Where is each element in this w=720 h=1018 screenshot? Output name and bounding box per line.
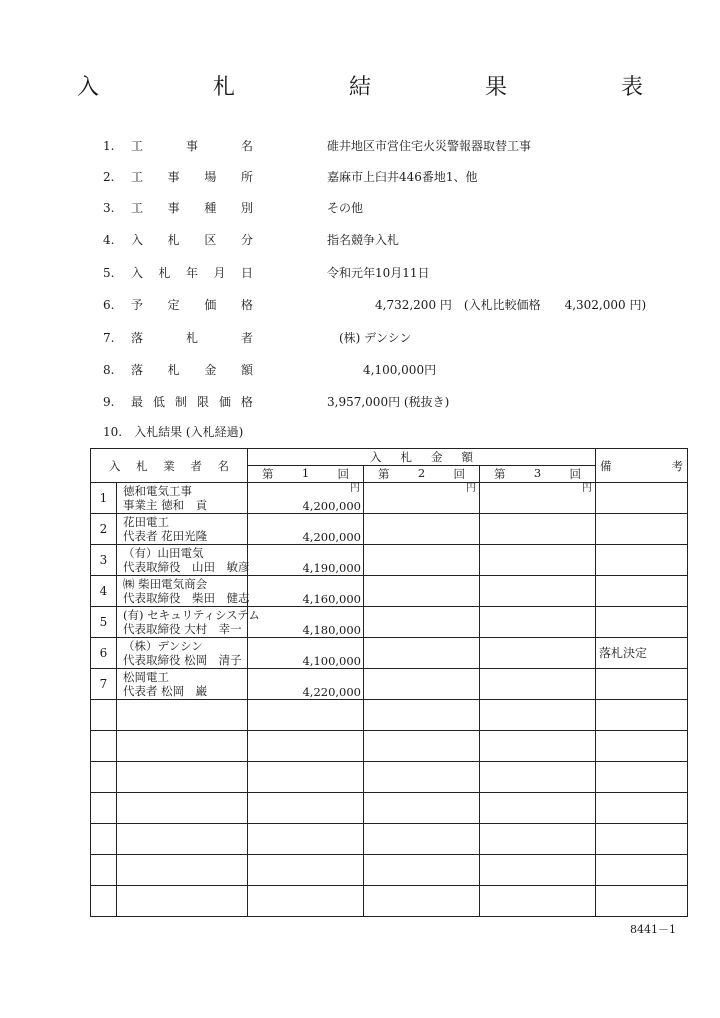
company-name: ㈱ 柴田電気商会 (123, 577, 208, 591)
bid-amount-round-3 (480, 669, 596, 700)
company-name: 松岡電工 (123, 670, 169, 684)
bidder-name (117, 793, 248, 824)
label-char: 工 (131, 170, 144, 184)
bid-amount-round-2 (364, 731, 480, 762)
label-char: 札 (136, 458, 148, 473)
label-char: 価 (204, 298, 217, 312)
bid-amount-round-2 (364, 855, 480, 886)
row-number: 4 (91, 576, 117, 607)
document-code: 8441－1 (630, 923, 676, 936)
bidder-name (117, 576, 248, 607)
row-number: 1 (91, 483, 117, 514)
label-char: 事 (167, 170, 180, 184)
row-number: 6 (91, 638, 117, 669)
table-row (91, 483, 688, 514)
bid-amount-round-1 (248, 483, 364, 514)
label-char: 回 (337, 467, 349, 481)
table-row (91, 514, 688, 545)
bid-amount-round-2 (364, 886, 480, 917)
label-char: 落 (131, 363, 144, 377)
label-char: 第 (262, 467, 274, 481)
row-number (91, 731, 117, 762)
info-label (131, 264, 253, 282)
info-value: 4,732,200 円 (入札比較価格 4,302,000 円) (327, 298, 647, 312)
info-value: 指名競争入札 (327, 233, 400, 247)
remarks (596, 731, 688, 762)
label-char: 名 (240, 139, 253, 153)
info-label (131, 137, 253, 155)
table-row (91, 762, 688, 793)
bid-amount-round-3 (480, 700, 596, 731)
info-number: 7. (103, 331, 115, 345)
table-row (91, 545, 688, 576)
info-value: 4,100,000円 (327, 363, 437, 377)
bid-amount-round-1 (248, 824, 364, 855)
label-char: 2 (417, 466, 426, 480)
label-char: 業 (163, 458, 175, 473)
bidder-name (117, 514, 248, 545)
label-char: 区 (204, 233, 217, 247)
representative-name: 代表取締役 柴田 健志 (123, 591, 250, 605)
label-char: 札 (167, 363, 180, 377)
bidder-name (117, 638, 248, 669)
label-char: 札 (185, 331, 198, 345)
label-char: 入 (370, 450, 382, 464)
header-round-1 (248, 466, 364, 483)
remarks (596, 886, 688, 917)
info-number: 6. (103, 298, 115, 312)
bid-amount-round-2 (364, 638, 480, 669)
bid-amount-round-1 (248, 669, 364, 700)
header-bid-amount (248, 449, 596, 466)
label-char: 予 (131, 298, 144, 312)
bid-amount-round-2 (364, 483, 480, 514)
label-char: 名 (217, 458, 229, 473)
bid-amount-round-2 (364, 576, 480, 607)
label-char: 工 (131, 139, 144, 153)
table-row (91, 576, 688, 607)
info-number: 8. (103, 363, 115, 377)
amount-value: 4,160,000 (302, 592, 361, 606)
table-row (91, 886, 688, 917)
label-char: 1 (301, 466, 310, 480)
row-number: 3 (91, 545, 117, 576)
bidder-name (117, 731, 248, 762)
label-char: 落 (131, 331, 144, 345)
bid-amount-round-2 (364, 762, 480, 793)
bid-amount-round-1 (248, 607, 364, 638)
label-char: 最 (131, 395, 144, 409)
label-char: 低 (152, 395, 165, 409)
bid-amount-round-1 (248, 545, 364, 576)
bid-amount-round-1 (248, 793, 364, 824)
bid-amount-round-1 (248, 731, 364, 762)
bid-amount-round-3 (480, 607, 596, 638)
header-round-2 (364, 466, 480, 483)
row-number: 5 (91, 607, 117, 638)
header-round-3 (480, 466, 596, 483)
header-bidder-name (91, 449, 248, 483)
bid-amount-round-2 (364, 669, 480, 700)
label-char: 工 (131, 201, 144, 215)
amount-value: 4,200,000 (302, 499, 361, 513)
bidder-name (117, 855, 248, 886)
representative-name: 代表取締役 山田 敏彦 (123, 560, 250, 574)
remarks (596, 855, 688, 886)
amount-value: 4,220,000 (302, 685, 361, 699)
label-char: 回 (453, 467, 465, 481)
remarks (596, 669, 688, 700)
amount-value: 4,190,000 (302, 561, 361, 575)
bid-amount-round-3 (480, 855, 596, 886)
info-label (131, 329, 253, 347)
info-label (131, 296, 253, 314)
bid-amount-round-3 (480, 545, 596, 576)
row-number (91, 762, 117, 793)
info-value: 碓井地区市営住宅火災警報器取替工事 (327, 139, 532, 153)
label-char: 第 (494, 467, 506, 481)
representative-name: 代表取締役 大村 幸一 (123, 622, 242, 636)
bidder-name (117, 824, 248, 855)
bid-amount-round-3 (480, 824, 596, 855)
label-char: 札 (400, 450, 412, 464)
table-row (91, 824, 688, 855)
amount-value: 4,200,000 (302, 530, 361, 544)
row-number (91, 793, 117, 824)
remarks (596, 483, 688, 514)
bidder-name (117, 762, 248, 793)
company-name: （有）山田電気 (123, 546, 204, 560)
bid-amount-round-2 (364, 607, 480, 638)
bid-results-heading: 10. 入札結果 (入札経過) (103, 425, 244, 439)
label-char: 札 (158, 266, 171, 280)
bidder-name (117, 607, 260, 638)
bid-amount-round-3 (480, 731, 596, 762)
label-char: 札 (167, 233, 180, 247)
company-name: （株）デンシン (123, 639, 203, 653)
bid-amount-round-1 (248, 576, 364, 607)
info-label (131, 168, 253, 186)
info-value: 嘉麻市上臼井446番地1、他 (327, 170, 478, 184)
representative-name: 代表者 花田光隆 (123, 529, 208, 543)
bidder-name (117, 669, 248, 700)
label-char: 分 (240, 233, 253, 247)
row-number: 2 (91, 514, 117, 545)
bid-amount-round-3 (480, 483, 596, 514)
company-name: 花田電工 (123, 515, 169, 529)
info-label (131, 361, 253, 379)
info-value: その他 (327, 201, 364, 215)
table-row (91, 669, 688, 700)
bid-amount-round-2 (364, 824, 480, 855)
remarks (596, 700, 688, 731)
info-label (131, 393, 253, 411)
label-char: 格 (240, 395, 253, 409)
bid-amount-round-2 (364, 514, 480, 545)
bid-amount-round-1 (248, 855, 364, 886)
bid-amount-round-2 (364, 700, 480, 731)
label-char: 回 (569, 467, 581, 481)
remarks (596, 607, 688, 638)
bid-amount-round-3 (480, 886, 596, 917)
label-char: 入 (109, 458, 121, 473)
remarks (596, 824, 688, 855)
company-name: (有) セキュリティシステム (123, 608, 260, 622)
info-number: 4. (103, 233, 115, 247)
info-number: 2. (103, 170, 115, 184)
row-number (91, 700, 117, 731)
info-label (131, 231, 253, 249)
label-char: 第 (378, 467, 390, 481)
info-value: (株) デンシン (327, 331, 412, 345)
row-number (91, 886, 117, 917)
amount-value: 4,180,000 (302, 623, 361, 637)
table-row (91, 700, 688, 731)
label-char: 金 (204, 363, 217, 377)
page-title: 入 札 結 果 表 (76, 75, 689, 100)
company-name: 徳和電気工事 (123, 484, 192, 498)
row-number: 7 (91, 669, 117, 700)
bid-amount-round-1 (248, 638, 364, 669)
bid-amount-round-3 (480, 514, 596, 545)
label-char: 3 (533, 466, 542, 480)
label-char: 年 (185, 266, 198, 280)
remarks (596, 793, 688, 824)
remarks (596, 762, 688, 793)
label-char: 限 (196, 395, 209, 409)
info-number: 5. (103, 266, 115, 280)
info-number: 9. (103, 395, 115, 409)
info-label (131, 199, 253, 217)
bid-amount-round-3 (480, 638, 596, 669)
label-char: 制 (174, 395, 187, 409)
remarks (596, 576, 688, 607)
bid-amount-round-1 (248, 762, 364, 793)
remarks: 落札決定 (596, 638, 688, 669)
row-number (91, 855, 117, 886)
label-char: 額 (461, 450, 473, 464)
bid-amount-round-1 (248, 700, 364, 731)
label-char: 事 (167, 201, 180, 215)
bidder-name (117, 700, 248, 731)
amount-value: 4,100,000 (302, 654, 361, 668)
label-char: 者 (190, 458, 202, 473)
label-char: 入 (131, 266, 144, 280)
label-char: 入 (131, 233, 144, 247)
bidder-name (117, 545, 248, 576)
label-char: 種 (204, 201, 217, 215)
table-row (91, 607, 688, 638)
bid-results-table (90, 448, 688, 917)
label-char: 日 (240, 266, 253, 280)
label-char: 価 (218, 395, 231, 409)
bid-amount-round-3 (480, 793, 596, 824)
label-char: 備 (600, 458, 612, 473)
label-char: 事 (185, 139, 198, 153)
table-row (91, 855, 688, 886)
table-row (91, 638, 688, 669)
label-char: 場 (204, 170, 217, 184)
bid-amount-round-1 (248, 514, 364, 545)
bid-amount-round-3 (480, 762, 596, 793)
representative-name: 代表取締役 松岡 清子 (123, 653, 242, 667)
bid-amount-round-2 (364, 545, 480, 576)
info-value: 令和元年10月11日 (327, 266, 430, 280)
table-row (91, 793, 688, 824)
info-number: 1. (103, 139, 115, 153)
bid-amount-round-2 (364, 793, 480, 824)
bidder-name (117, 886, 248, 917)
label-char: 格 (240, 298, 253, 312)
info-number: 3. (103, 201, 115, 215)
bid-amount-round-3 (480, 576, 596, 607)
label-char: 別 (240, 201, 253, 215)
label-char: 者 (240, 331, 253, 345)
yen-unit: 円 (466, 483, 476, 494)
header-remarks (596, 449, 688, 483)
label-char: 所 (240, 170, 253, 184)
label-char: 月 (213, 266, 226, 280)
row-number (91, 824, 117, 855)
bid-amount-round-1 (248, 886, 364, 917)
label-char: 額 (240, 363, 253, 377)
label-char: 考 (671, 458, 683, 473)
label-char: 金 (431, 450, 443, 464)
info-value: 3,957,000円 (税抜き) (327, 395, 450, 409)
yen-unit: 円 (350, 483, 360, 494)
representative-name: 事業主 徳和 貢 (123, 498, 208, 512)
remarks (596, 514, 688, 545)
bidder-name (117, 483, 248, 514)
label-char: 定 (167, 298, 180, 312)
representative-name: 代表者 松岡 巌 (123, 684, 208, 698)
table-row (91, 731, 688, 762)
remarks (596, 545, 688, 576)
yen-unit: 円 (582, 483, 592, 494)
